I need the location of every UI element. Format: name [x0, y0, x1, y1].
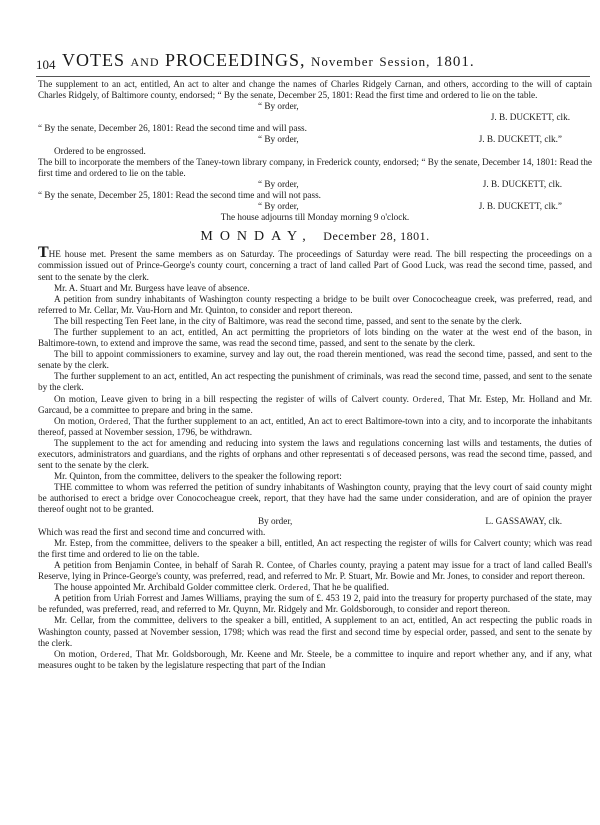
title-votes: VOTES [62, 50, 125, 70]
day-heading [38, 229, 592, 245]
motion-leave-committee: That Mr. Estep, Mr. Holland and Mr. Garcaud, be a committee to prepare and bring in the same. [38, 393, 593, 415]
title-and: AND [130, 55, 160, 69]
title-november: November [311, 54, 374, 69]
ten-feet-lane: The bill respecting Ten Feet lane, in the city of Baltimore, was read the second time, passed, and sent to the senate by the clerk. [54, 315, 522, 326]
supplement-paragraph: The supplement to an act, entitled, An act to alter and change the names of Charles Ridgely Carnan, and others, according to the will of captain Charles Ridgely, of Baltimore county, endorsed; “ By the senate, December 25, 1801: Read the first time and ordered to lie on the table. [38, 79, 592, 101]
page-number: 104 [36, 57, 56, 72]
ordered-label: Ordered, [278, 583, 311, 593]
commissioners-road: The bill to appoint commissioners to examine, survey and lay out, the road therein mentioned, was read the second time, passed, and sent to the senate by the clerk. [38, 349, 592, 371]
order-signature-line [38, 516, 592, 527]
final-motion [38, 649, 592, 671]
house-met-text: HE house met. Present the same members as on Saturday. The proceedings of Saturday were read. The bill respecting the proceedings on a commission issued out of Prince-George's county court, concerning a tract of land called Part of Good Luck, was read the second time, passed, and sent to the senate by the clerk. [38, 249, 592, 282]
motion-baltimore-town [38, 416, 592, 438]
motion-label: On motion, [54, 415, 97, 426]
by-order: “ By order, [258, 178, 299, 189]
order-signature-line [38, 112, 592, 123]
golder-appointment [38, 582, 592, 593]
criminals-act: The further supplement to an act, entitled, An act respecting the punishment of criminals, was read the second time, passed, and sent to the senate by the clerk. [38, 371, 592, 393]
petition-washington: A petition from sundry inhabitants of Washington county respecting a bridge to be built over Conococheague creek, was preferred, read, and referred to Mr. Cellar, Mr. Vau-Horn and Mr. Quinton, to consider and report thereon. [38, 293, 592, 315]
order-signature-line [38, 134, 592, 145]
forrest-petition: A petition from Uriah Forrest and James Williams, praying the sum of £. 453 19 2, paid into the treasury for property purchased of the state, may be refunded, was preferred, read, and referred to Mr. Quynn, Mr. Ridgely and Mr. Goldsborough, to consider and report thereon. [38, 593, 592, 615]
ordered-label: Ordered, [98, 416, 132, 426]
further-supplement-lots: The further supplement to an act, entitled, An act permitting the proprietors of lots binding on the water at the west end of the bason, in Baltimore-town, to extend and improve the same, was read the second time, passed, and sent to the senate by the clerk. [38, 326, 592, 349]
motion-calvert-wills [38, 394, 592, 416]
golder-qualified: That he be qualified. [312, 582, 389, 593]
quinton-report: Mr. Quinton, from the committee, delivers to the speaker the following report: [54, 471, 342, 482]
clerk-signature: J. B. DUCKETT, clk. [490, 112, 570, 123]
motion-leave-text: On motion, Leave given to bring in a bill respecting the register of wills of Calvert county. [54, 393, 409, 404]
page-body [38, 79, 592, 671]
concurred-line: Which was read the first and second time and concurred with. [38, 526, 266, 537]
taney-bill-paragraph: The bill to incorporate the members of the Taney-town library company, in Frederick county, endorsed; “ By the senate, December 14, 1801: Read the first time and ordered to lie on the table. [38, 156, 592, 178]
cellar-bill: Mr. Cellar, from the committee, delivers to the speaker a bill, entitled, A supplement to an act, entitled, An act respecting the public roads in Washington county, passed at November session, 1798; which was read the first and second time by especial order, passed, and sent to the senate by the clerk. [38, 615, 592, 648]
title-proceedings: PROCEEDINGS, [165, 50, 306, 70]
clerk-signature: J. B. DUCKETT, clk. [482, 178, 562, 189]
ordered-label: Ordered, [412, 394, 445, 404]
order-signature-line [38, 201, 592, 212]
running-title [62, 50, 475, 70]
contee-petition: A petition from Benjamin Contee, in behalf of Sarah R. Contee, of Charles county, praying a patent may issue for a tract of land called Beall's Reserve, lying in Prince-George's county, was preferred, read, and referred to Mr. P. Stuart, Mr. Bowie and Mr. Jones, to consider and report thereon. [38, 559, 592, 582]
motion-label: On motion, [54, 648, 97, 659]
ordered-label: Ordered, [100, 649, 133, 659]
by-order: “ By order, [258, 134, 299, 145]
golder-text: The house appointed Mr. Archibald Golder committee clerk. [54, 582, 277, 593]
estep-bill: Mr. Estep, from the committee, delivers to the speaker a bill, entitled, An act respecting the register of wills for Calvert county; which was read the first time and ordered to lie on the table. [38, 537, 592, 559]
by-order: “ By order, [258, 201, 299, 212]
clerk-signature: J. B. DUCKETT, clk.” [478, 201, 562, 212]
house-met-paragraph [38, 244, 592, 282]
senate-second-reading: “ By the senate, December 26, 1801: Read the second time and will pass. [38, 123, 307, 134]
title-session: Session, [379, 54, 431, 69]
final-motion-text: That Mr. Goldsborough, Mr. Keene and Mr. Steele, be a committee to inquire and report whether any, and if any, what measures ought to be taken by the legislature respecting that part of the Indian [38, 648, 592, 670]
clerk-signature: L. GASSAWAY, clk. [485, 515, 562, 526]
engrossed-line: Ordered to be engrossed. [54, 145, 146, 156]
order-signature-line [38, 101, 592, 112]
by-order: “ By order, [258, 101, 299, 112]
senate-second-reading: “ By the senate, December 25, 1801: Read the second time and will not pass. [38, 189, 321, 200]
title-year: 1801. [435, 54, 475, 70]
by-order: By order, [258, 515, 293, 526]
drop-cap: T [38, 244, 49, 262]
supplement-laws: The supplement to the act for amending and reducing into system the laws and regulations concerning last wills and testaments, the duties of executors, administrators and guardians, and the rights of orphans and other representati s of deceased persons, was read the second time, passed, and sent to the senate by the clerk. [38, 437, 592, 471]
committee-report: THE committee to whom was referred the petition of sundry inhabitants of Washington county, praying that the levy court of said county might be authorised to erect a bridge over Conococheague creek, report, that they have had the same under consideration, and are of opinion the prayer thereof ought not to be granted. [38, 482, 592, 515]
page-header [36, 50, 590, 77]
adjournment-line: The house adjourns till Monday morning 9 o'clock. [220, 212, 410, 223]
day-date: December 28, 1801. [323, 229, 430, 244]
day-name: MONDAY, [200, 229, 313, 245]
order-signature-line [38, 179, 592, 190]
clerk-signature: J. B. DUCKETT, clk.” [478, 134, 562, 145]
motion-baltimore-text: That the further supplement to an act, entitled, An act to erect Baltimore-town into a city, and to incorporate the inhabitants thereof, passed at November session, 1796, be withdrawn. [38, 415, 592, 437]
leave-of-absence: Mr. A. Stuart and Mr. Burgess have leave of absence. [54, 282, 250, 293]
